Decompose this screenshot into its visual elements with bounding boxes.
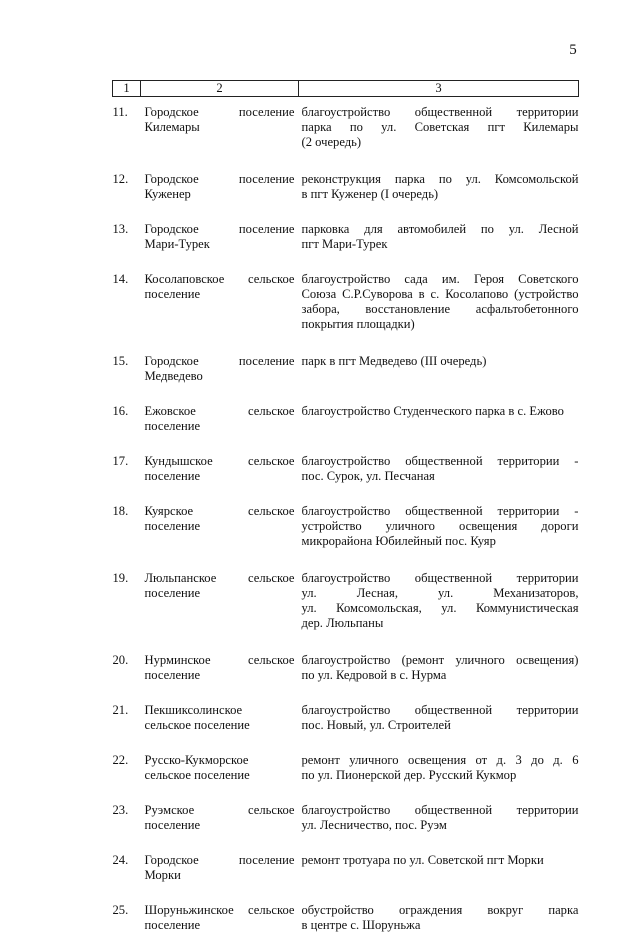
- table-row: [113, 272, 579, 332]
- row-number: 22.: [113, 753, 141, 783]
- table-body: [113, 97, 579, 933]
- description-line: ул. Лесничество, пос. Руэм: [302, 818, 579, 833]
- description-line: благоустройство общественной территории: [302, 803, 579, 818]
- description-cell: [299, 853, 579, 883]
- page-number: 5: [569, 42, 577, 59]
- description-line: парковка для автомобилей по ул. Лесной: [302, 222, 579, 237]
- row-number: 17.: [113, 454, 141, 484]
- settlement-line: Русско-Кукморское: [145, 753, 295, 768]
- description-line: ул. Комсомольская, ул. Коммунистическая: [302, 601, 579, 616]
- settlement-cell: [141, 272, 299, 332]
- table-row: [113, 703, 579, 733]
- settlement-cell: [141, 571, 299, 631]
- settlement-line: Городское поселение: [145, 105, 295, 120]
- row-number: 14.: [113, 272, 141, 332]
- settlement-line: Косолаповское сельское: [145, 272, 295, 287]
- table-header: [113, 81, 579, 97]
- description-line: забора, восстановление асфальтобетонного: [302, 302, 579, 317]
- row-number: 18.: [113, 504, 141, 549]
- row-number: 16.: [113, 404, 141, 434]
- description-cell: [299, 653, 579, 683]
- description-line: парк в пгт Медведево (III очередь): [302, 354, 579, 369]
- settlement-line: Куженер: [145, 187, 295, 202]
- row-number: 21.: [113, 703, 141, 733]
- settlement-cell: [141, 653, 299, 683]
- table-row: [113, 354, 579, 384]
- description-line: ремонт тротуара по ул. Советской пгт Морки: [302, 853, 579, 868]
- settlement-line: Городское поселение: [145, 853, 295, 868]
- settlement-line: поселение: [145, 918, 295, 933]
- description-line: благоустройство общественной территории -: [302, 504, 579, 519]
- description-line: пгт Мари-Турек: [302, 237, 579, 252]
- description-line: по ул. Пионерской дер. Русский Кукмор: [302, 768, 579, 783]
- description-line: дер. Люльпаны: [302, 616, 579, 631]
- settlement-cell: [141, 504, 299, 549]
- description-cell: [299, 404, 579, 434]
- description-line: (2 очередь): [302, 135, 579, 150]
- description-cell: [299, 903, 579, 933]
- description-line: в центре с. Шоруньжа: [302, 918, 579, 933]
- settlement-line: поселение: [145, 586, 295, 601]
- description-cell: [299, 803, 579, 833]
- description-line: обустройство ограждения вокруг парка: [302, 903, 579, 918]
- row-number: 12.: [113, 172, 141, 202]
- settlement-cell: [141, 853, 299, 883]
- description-line: в пгт Куженер (I очередь): [302, 187, 579, 202]
- settlement-line: Ежовское сельское: [145, 404, 295, 419]
- table-row: [113, 571, 579, 631]
- settlement-line: Городское поселение: [145, 172, 295, 187]
- settlement-cell: [141, 105, 299, 150]
- settlement-line: Шоруньжинское сельское: [145, 903, 295, 918]
- description-cell: [299, 571, 579, 631]
- settlement-line: поселение: [145, 469, 295, 484]
- settlement-line: поселение: [145, 519, 295, 534]
- description-line: ремонт уличного освещения от д. 3 до д. 6: [302, 753, 579, 768]
- settlement-cell: [141, 404, 299, 434]
- table-row: [113, 853, 579, 883]
- table-row: [113, 454, 579, 484]
- settlement-line: Медведево: [145, 369, 295, 384]
- table-row: [113, 803, 579, 833]
- settlement-line: Городское поселение: [145, 222, 295, 237]
- description-cell: [299, 105, 579, 150]
- settlement-cell: [141, 222, 299, 252]
- description-line: благоустройство (ремонт уличного освещения): [302, 653, 579, 668]
- settlement-line: сельское поселение: [145, 768, 295, 783]
- description-line: благоустройство общественной территории -: [302, 454, 579, 469]
- description-cell: [299, 172, 579, 202]
- description-cell: [299, 272, 579, 332]
- settlement-cell: [141, 354, 299, 384]
- header-col-3: 3: [299, 81, 579, 97]
- description-line: пос. Сурок, ул. Песчаная: [302, 469, 579, 484]
- header-col-1: 1: [113, 81, 141, 97]
- row-number: 24.: [113, 853, 141, 883]
- description-line: благоустройство общественной территории: [302, 105, 579, 120]
- row-number: 11.: [113, 105, 141, 150]
- table-row: [113, 903, 579, 933]
- description-line: благоустройство общественной территории: [302, 571, 579, 586]
- description-line: по ул. Кедровой в с. Нурма: [302, 668, 579, 683]
- settlement-line: Мари-Турек: [145, 237, 295, 252]
- settlement-line: поселение: [145, 668, 295, 683]
- settlement-line: Килемары: [145, 120, 295, 135]
- description-line: покрытия площадки): [302, 317, 579, 332]
- description-line: устройство уличного освещения дороги: [302, 519, 579, 534]
- settlement-line: Пекшиксолинское: [145, 703, 295, 718]
- table-row: [113, 222, 579, 252]
- description-line: Союза С.Р.Суворова в с. Косолапово (устройство: [302, 287, 579, 302]
- description-cell: [299, 504, 579, 549]
- description-cell: [299, 703, 579, 733]
- settlement-line: Нурминское сельское: [145, 653, 295, 668]
- row-number: 23.: [113, 803, 141, 833]
- settlement-line: поселение: [145, 818, 295, 833]
- settlement-line: Городское поселение: [145, 354, 295, 369]
- description-cell: [299, 454, 579, 484]
- register-table: [112, 80, 579, 933]
- settlement-cell: [141, 703, 299, 733]
- table-row: [113, 653, 579, 683]
- row-number: 19.: [113, 571, 141, 631]
- description-line: парка по ул. Советская пгт Килемары: [302, 120, 579, 135]
- row-number: 15.: [113, 354, 141, 384]
- settlement-cell: [141, 903, 299, 933]
- description-line: ул. Лесная, ул. Механизаторов,: [302, 586, 579, 601]
- description-cell: [299, 354, 579, 384]
- table-row: [113, 753, 579, 783]
- row-number: 20.: [113, 653, 141, 683]
- settlement-line: Кундышское сельское: [145, 454, 295, 469]
- description-line: реконструкция парка по ул. Комсомольской: [302, 172, 579, 187]
- description-line: благоустройство общественной территории: [302, 703, 579, 718]
- settlement-line: поселение: [145, 287, 295, 302]
- description-cell: [299, 753, 579, 783]
- row-number: 25.: [113, 903, 141, 933]
- description-cell: [299, 222, 579, 252]
- settlement-line: Морки: [145, 868, 295, 883]
- table-row: [113, 404, 579, 434]
- table-row: [113, 105, 579, 150]
- settlement-cell: [141, 454, 299, 484]
- description-line: благоустройство сада им. Героя Советского: [302, 272, 579, 287]
- description-line: микрорайона Юбилейный пос. Куяр: [302, 534, 579, 549]
- description-line: благоустройство Студенческого парка в с. Ежово: [302, 404, 579, 419]
- settlement-cell: [141, 172, 299, 202]
- settlement-line: Куярское сельское: [145, 504, 295, 519]
- row-number: 13.: [113, 222, 141, 252]
- table-row: [113, 504, 579, 549]
- settlement-line: Люльпанское сельское: [145, 571, 295, 586]
- settlement-line: поселение: [145, 419, 295, 434]
- settlement-line: сельское поселение: [145, 718, 295, 733]
- settlement-cell: [141, 753, 299, 783]
- settlement-line: Руэмское сельское: [145, 803, 295, 818]
- table-row: [113, 172, 579, 202]
- settlement-cell: [141, 803, 299, 833]
- header-col-2: 2: [141, 81, 299, 97]
- description-line: пос. Новый, ул. Строителей: [302, 718, 579, 733]
